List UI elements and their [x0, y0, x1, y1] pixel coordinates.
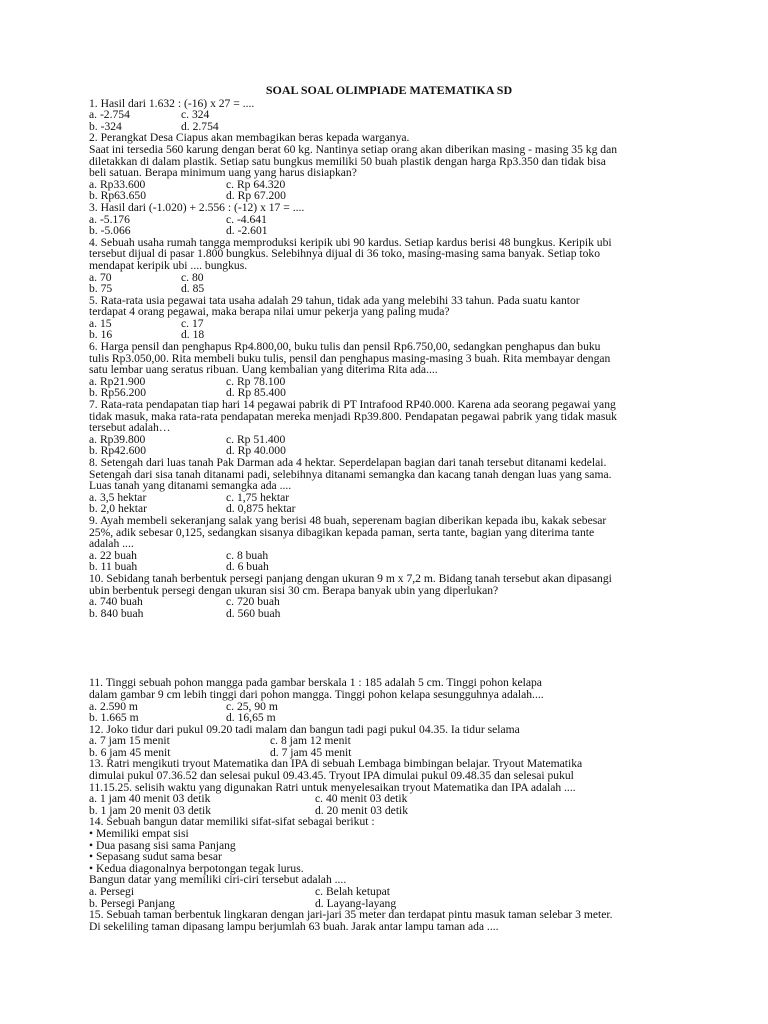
question-3: [89, 202, 689, 237]
question-text: 5. Rata-rata usia pegawai tata usaha adalah 29 tahun, tidak ada yang melebihi 33 tahun. Pada suatu kantor: [89, 293, 580, 307]
answer-options-row: [89, 214, 689, 226]
question-text-line: 11.15.25. selisih waktu yang digunakan Ratri untuk menyelesaikan tryout Matematika dan IPA adalah ....: [89, 780, 576, 794]
answer-option: c. 720 buah: [226, 595, 280, 609]
answer-option: d. 20 menit 03 detik: [315, 803, 409, 817]
answer-options-row: [89, 886, 689, 898]
answer-option: c. Rp 64.320: [226, 177, 286, 191]
question-text-line: mendapat keripik ubi .... bungkus.: [89, 258, 248, 272]
answer-option: b. Persegi Panjang: [89, 896, 175, 910]
question-text-line: beli satuan. Berapa minimum uang yang harus disiapkan?: [89, 166, 357, 180]
answer-option: b. 2,0 hektar: [89, 502, 147, 516]
answer-option: a. -2.754: [89, 108, 130, 122]
answer-option: b. 16: [89, 328, 113, 342]
answer-options-row: [89, 701, 689, 713]
answer-options-row: [89, 376, 689, 388]
answer-option: c. Rp 78.100: [226, 374, 286, 388]
answer-option: b. -5.066: [89, 224, 131, 238]
question-4: [89, 237, 689, 295]
document-page: [89, 85, 689, 932]
answer-option: d. 7 jam 45 menit: [270, 745, 352, 759]
answer-option: b. 840 buah: [89, 606, 144, 620]
question-text: 11. Tinggi sebuah pohon mangga pada gambar berskala 1 : 185 adalah 5 cm. Tinggi pohon kelapa: [89, 676, 542, 690]
answer-option: c. 80: [181, 270, 204, 284]
answer-option: c. 17: [181, 316, 204, 330]
answer-option: b. 1 jam 20 menit 03 detik: [89, 803, 212, 817]
answer-option: a. 7 jam 15 menit: [89, 734, 170, 748]
question-text-line: dalam gambar 9 cm lebih tinggi dari pohon mangga. Tinggi pohon kelapa sesungguhnya adalah....: [89, 687, 544, 701]
answer-options-row: [89, 608, 689, 620]
question-9: [89, 515, 689, 573]
question-text: 4. Sebuah usaha rumah tangga memproduksi keripik ubi 90 kardus. Setiap kardus berisi 48 bungkus. Keripik ubi: [89, 235, 612, 249]
question-1: [89, 98, 689, 133]
question-text-line: dimulai pukul 07.36.52 dan selesai pukul 09.43.45. Tryout IPA dimulai pukul 09.48.35 dan selesai pukul: [89, 769, 574, 783]
answer-option: c. 40 menit 03 detik: [315, 792, 408, 806]
question-2: [89, 132, 689, 202]
question-text-line: tidak masuk, maka rata-rata pendapatan mereka menjadi Rp39.800. Pendapatan pegawai pabrik yang tidak masuk: [89, 409, 617, 423]
answer-option: b. 11 buah: [89, 560, 138, 574]
question-text-line: terdapat 4 orang pegawai, maka berapa nilai umur pekerja yang paling muda?: [89, 305, 450, 319]
question-text-line: 25%, adik sebesar 0,125, sedangkan sisanya dibagikan kepada paman, serta tante, bagian yang diterima tante: [89, 525, 595, 539]
answer-option: a. Rp21.900: [89, 374, 146, 388]
answer-option: d. 18: [181, 328, 205, 342]
question-14: [89, 816, 689, 909]
question-6: [89, 341, 689, 399]
question-text: 2. Perangkat Desa Ciapus akan membagikan beras kepada warganya.: [89, 131, 410, 145]
question-text: 13. Ratri mengikuti tryout Matematika dan IPA di sebuah Lembaga bimbingan belajar. Tryout Matematika: [89, 757, 583, 771]
question-text-line: adalah ....: [89, 537, 134, 551]
question-text-line: • Memiliki empat sisi: [89, 827, 189, 841]
answer-option: d. Layang-layang: [315, 896, 397, 910]
question-text: 15. Sebuah taman berbentuk lingkaran dengan jari-jari 35 meter dan terdapat pintu masuk taman selebar 3 meter.: [89, 908, 613, 922]
answer-options-row: [89, 596, 689, 608]
question-list: [89, 98, 689, 933]
answer-option: d. -2.601: [226, 224, 268, 238]
answer-option: d. 6 buah: [226, 560, 269, 574]
answer-option: a. 22 buah: [89, 548, 137, 562]
answer-option: c. 25, 90 m: [226, 699, 278, 713]
answer-option: b. -324: [89, 119, 122, 133]
answer-options-row: [89, 225, 689, 237]
answer-option: c. 8 buah: [226, 548, 269, 562]
answer-option: a. 70: [89, 270, 112, 284]
page-gap: [89, 619, 689, 677]
question-7: [89, 399, 689, 457]
answer-option: a. -5.176: [89, 212, 130, 226]
answer-option: b. Rp56.200: [89, 386, 147, 400]
answer-option: a. Rp39.800: [89, 432, 146, 446]
answer-option: b. 1.665 m: [89, 711, 139, 725]
question-15: [89, 909, 689, 932]
answer-option: d. Rp 67.200: [226, 189, 286, 203]
answer-option: b. Rp42.600: [89, 444, 147, 458]
question-11: [89, 677, 689, 723]
question-text-line: satu lembar uang seratus ribuan. Uang kembalian yang diterima Rita ada....: [89, 363, 438, 377]
answer-options-row: [89, 550, 689, 562]
answer-option: d. 560 buah: [226, 606, 281, 620]
answer-option: b. 6 jam 45 menit: [89, 745, 171, 759]
question-8: [89, 457, 689, 515]
question-text-line: Luas tanah yang ditanami semangka ada ....: [89, 479, 292, 493]
answer-option: c. 8 jam 12 menit: [270, 734, 351, 748]
answer-options-row: [89, 318, 689, 330]
question-12: [89, 724, 689, 759]
answer-option: d. Rp 85.400: [226, 386, 286, 400]
answer-option: c. 324: [181, 108, 210, 122]
answer-option: a. 1 jam 40 menit 03 detik: [89, 792, 211, 806]
question-text-line: ubin berbentuk persegi dengan ukuran sisi 30 cm. Berapa banyak ubin yang diperlukan?: [89, 583, 499, 597]
answer-options-row: [89, 735, 689, 747]
answer-option: c. 1,75 hektar: [226, 490, 290, 504]
answer-option: a. 3,5 hektar: [89, 490, 147, 504]
question-text-line: Bangun datar yang memiliki ciri-ciri tersebut adalah ....: [89, 873, 347, 887]
answer-option: b. Rp63.650: [89, 189, 147, 203]
question-text-line: tulis Rp3.050,00. Rita membeli buku tulis, pensil dan penghapus masing-masing 3 buah. Rita membayar dengan: [89, 351, 611, 365]
question-text: 12. Joko tidur dari pukul 09.20 tadi malam dan bangun tadi pagi pukul 04.35. Ia tidur selama: [89, 722, 520, 736]
answer-option: d. 16,65 m: [226, 711, 276, 725]
question-text: 14. Sebuah bangun datar memiliki sifat-sifat sebagai berikut :: [89, 815, 375, 829]
question-text: 1. Hasil dari 1.632 : (-16) x 27 = ....: [89, 96, 255, 110]
question-text-line: tersebut dijual di pasar 1.800 bungkus. Selebihnya dijual di 36 toko, masing-masing sama banyak. Setiap toko: [89, 247, 601, 261]
question-13: [89, 758, 689, 816]
question-text: 6. Harga pensil dan penghapus Rp4.800,00, buku tulis dan pensil Rp6.750,00, sedangkan penghapus dan buku: [89, 340, 601, 354]
answer-option: c. Rp 51.400: [226, 432, 286, 446]
answer-option: c. Belah ketupat: [315, 885, 391, 898]
question-text: 3. Hasil dari (-1.020) + 2.556 : (-12) x 17 = ....: [89, 200, 305, 214]
answer-option: d. 0,875 hektar: [226, 502, 296, 516]
answer-option: b. 75: [89, 282, 113, 296]
answer-options-row: [89, 272, 689, 284]
answer-option: d. 2.754: [181, 119, 219, 133]
answer-option: d. Rp 40.000: [226, 444, 286, 458]
answer-options-row: [89, 283, 689, 295]
question-text-line: diletakkan di dalam plastik. Setiap satu bungkus memiliki 50 buah plastik dengan harga Rp3.350 dan tidak bisa: [89, 154, 606, 168]
answer-option: a. 740 buah: [89, 595, 143, 609]
answer-option: a. 2.590 m: [89, 699, 138, 713]
answer-options-row: [89, 434, 689, 446]
question-text: 7. Rata-rata pendapatan tiap hari 14 pegawai pabrik di PT Intrafood RP40.000. Karena ada seorang pegawai yang: [89, 398, 616, 412]
answer-options-row: [89, 179, 689, 191]
question-text-line: • Kedua diagonalnya berpotongan tegak lurus.: [89, 861, 304, 875]
question-text-line: tersebut adalah…: [89, 421, 171, 435]
question-text-line: • Dua pasang sisi sama Panjang: [89, 838, 236, 852]
question-10: [89, 573, 689, 619]
question-text: 9. Ayah membeli sekeranjang salak yang berisi 48 buah, seperenam bagian diberikan kepada ibu, kakak sebesar: [89, 513, 607, 527]
answer-option: a. Rp33.600: [89, 177, 146, 191]
question-5: [89, 295, 689, 341]
question-text: 8. Setengah dari luas tanah Pak Darman ada 4 hektar. Seperdelapan bagian dari tanah tersebut ditanami kedelai.: [89, 456, 607, 469]
question-text-line: Di sekeliling taman dipasang lampu berjumlah 63 buah. Jarak antar lampu taman ada ....: [89, 919, 499, 933]
answer-option: a. Persegi: [89, 885, 135, 898]
answer-options-row: [89, 712, 689, 724]
question-text: 10. Sebidang tanah berbentuk persegi panjang dengan ukuran 9 m x 7,2 m. Bidang tanah tersebut akan dipasangi: [89, 571, 612, 585]
answer-options-row: [89, 109, 689, 121]
question-text-line: Setengah dari sisa tanah ditanami padi, selebihnya ditanami semangka dan kacang tanah dengan luas yang sama.: [89, 467, 612, 481]
question-text-line: • Sepasang sudut sama besar: [89, 850, 222, 864]
answer-option: d. 85: [181, 282, 205, 296]
answer-option: a. 15: [89, 316, 112, 330]
answer-option: c. -4.641: [226, 212, 267, 226]
answer-options-row: [89, 492, 689, 504]
question-text-line: Saat ini tersedia 560 karung dengan berat 60 kg. Nantinya setiap orang akan diberikan masing - masing 35 kg dan: [89, 142, 618, 156]
document-title: SOAL SOAL OLIMPIADE MATEMATIKA SD: [265, 83, 513, 97]
